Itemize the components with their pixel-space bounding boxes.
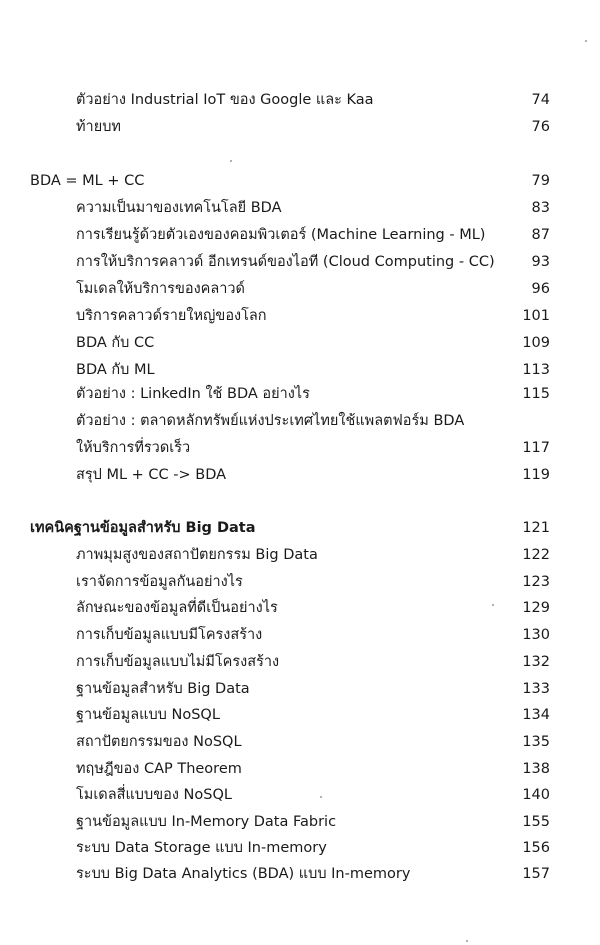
toc-entry-page: 129 <box>522 600 550 616</box>
toc-section-heading[interactable] <box>0 516 600 540</box>
toc-entry-page: 133 <box>522 681 550 697</box>
scan-speck <box>585 40 587 42</box>
toc-entry-page: 113 <box>522 362 550 378</box>
toc-entry-page: 115 <box>522 386 550 402</box>
toc-entry-title: การให้บริการคลาวด์ อีกเทรนด์ของไอที (Cloud Computing - CC) <box>76 254 495 270</box>
toc-entry[interactable] <box>0 382 600 406</box>
toc-section-title: BDA = ML + CC <box>30 173 145 189</box>
toc-entry[interactable] <box>0 650 600 674</box>
toc-entry-page: 83 <box>531 200 550 216</box>
toc-entry-title: เราจัดการข้อมูลกันอย่างไร <box>76 574 243 590</box>
toc-entry-page: 134 <box>522 707 550 723</box>
toc-entry[interactable] <box>0 463 600 487</box>
toc-entry-title: BDA กับ ML <box>76 362 155 378</box>
toc-entry-page: 101 <box>522 308 550 324</box>
toc-entry-page: 122 <box>522 547 550 563</box>
toc-entry-title: สถาปัตยกรรมของ NoSQL <box>76 734 242 750</box>
toc-section-page: 79 <box>531 173 550 189</box>
toc-entry-title: ตัวอย่าง Industrial IoT ของ Google และ Kaa <box>76 92 374 108</box>
toc-entry-page: 117 <box>522 440 550 456</box>
scan-speck <box>230 160 232 162</box>
toc-entry[interactable] <box>0 196 600 220</box>
toc-entry[interactable] <box>0 596 600 620</box>
toc-entry-page: 135 <box>522 734 550 750</box>
toc-entry-page: 140 <box>522 787 550 803</box>
toc-entry-page: 157 <box>522 866 550 882</box>
toc-entry[interactable] <box>0 810 600 834</box>
toc-entry-title: ระบบ Big Data Analytics (BDA) แบบ In-memory <box>76 866 411 882</box>
toc-entry-page: 109 <box>522 335 550 351</box>
toc-entry[interactable] <box>0 331 600 355</box>
toc-entry-page: 74 <box>531 92 550 108</box>
toc-entry[interactable] <box>0 223 600 247</box>
scan-speck <box>466 940 468 942</box>
toc-entry-title: ตัวอย่าง : LinkedIn ใช้ BDA อย่างไร <box>76 386 310 402</box>
toc-entry-page: 93 <box>531 254 550 270</box>
toc-entry-title: ระบบ Data Storage แบบ In-memory <box>76 840 327 856</box>
toc-entry-title: การเรียนรู้ด้วยตัวเองของคอมพิวเตอร์ (Machine Learning - ML) <box>76 227 486 243</box>
toc-entry-page: 130 <box>522 627 550 643</box>
toc-entry[interactable] <box>0 358 600 382</box>
toc-entry-page: 96 <box>531 281 550 297</box>
toc-entry-title: บริการคลาวด์รายใหญ่ของโลก <box>76 308 267 324</box>
toc-entry[interactable] <box>0 836 600 860</box>
toc-entry-page: 76 <box>531 119 550 135</box>
toc-entry[interactable] <box>0 703 600 727</box>
toc-entry[interactable] <box>0 677 600 701</box>
toc-section-page: 121 <box>522 520 550 536</box>
toc-entry[interactable] <box>0 277 600 301</box>
toc-entry-title: ภาพมุมสูงของสถาปัตยกรรม Big Data <box>76 547 318 563</box>
toc-entry[interactable] <box>0 88 600 112</box>
scan-speck <box>320 796 322 798</box>
toc-entry-page: 123 <box>522 574 550 590</box>
toc-entry-title-cont: ให้บริการที่รวดเร็ว <box>76 440 191 456</box>
toc-entry-page: 155 <box>522 814 550 830</box>
toc-entry-page: 87 <box>531 227 550 243</box>
toc-entry-page: 119 <box>522 467 550 483</box>
toc-entry-title: ความเป็นมาของเทคโนโลยี BDA <box>76 200 282 216</box>
toc-entry-title: ตัวอย่าง : ตลาดหลักทรัพย์แห่งประเทศไทยใช้แพลตฟอร์ม BDA <box>76 413 465 429</box>
toc-entry-line1[interactable] <box>0 409 600 433</box>
toc-entry[interactable] <box>0 623 600 647</box>
toc-entry[interactable] <box>0 783 600 807</box>
toc-entry[interactable] <box>0 757 600 781</box>
toc-entry[interactable] <box>0 250 600 274</box>
toc-entry-page: 156 <box>522 840 550 856</box>
toc-entry-title: ฐานข้อมูลแบบ NoSQL <box>76 707 220 723</box>
toc-entry-title: ฐานข้อมูลสำหรับ Big Data <box>76 681 250 697</box>
toc-entry-title: การเก็บข้อมูลแบบไม่มีโครงสร้าง <box>76 654 280 670</box>
toc-entry-title: ทฤษฎีของ CAP Theorem <box>76 761 242 777</box>
toc-section-heading[interactable] <box>0 169 600 193</box>
toc-entry-title: โมเดลสี่แบบของ NoSQL <box>76 787 232 803</box>
scan-speck <box>492 604 494 606</box>
toc-entry-title: การเก็บข้อมูลแบบมีโครงสร้าง <box>76 627 263 643</box>
toc-entry-title: ท้ายบท <box>76 119 121 135</box>
toc-entry-title: BDA กับ CC <box>76 335 155 351</box>
toc-entry-line2[interactable] <box>0 436 600 460</box>
toc-entry[interactable] <box>0 543 600 567</box>
toc-entry-title: สรุป ML + CC -> BDA <box>76 467 227 483</box>
toc-entry[interactable] <box>0 730 600 754</box>
toc-entry-page: 138 <box>522 761 550 777</box>
toc-entry[interactable] <box>0 862 600 886</box>
toc-entry-page: 132 <box>522 654 550 670</box>
toc-entry[interactable] <box>0 570 600 594</box>
toc-entry-title: ฐานข้อมูลแบบ In-Memory Data Fabric <box>76 814 337 830</box>
toc-entry-title: โมเดลให้บริการของคลาวด์ <box>76 281 245 297</box>
toc-section-title: เทคนิคฐานข้อมูลสำหรับ Big Data <box>30 520 256 536</box>
toc-entry[interactable] <box>0 304 600 328</box>
toc-entry[interactable] <box>0 115 600 139</box>
toc-entry-title: ลักษณะของข้อมูลที่ดีเป็นอย่างไร <box>76 600 278 616</box>
